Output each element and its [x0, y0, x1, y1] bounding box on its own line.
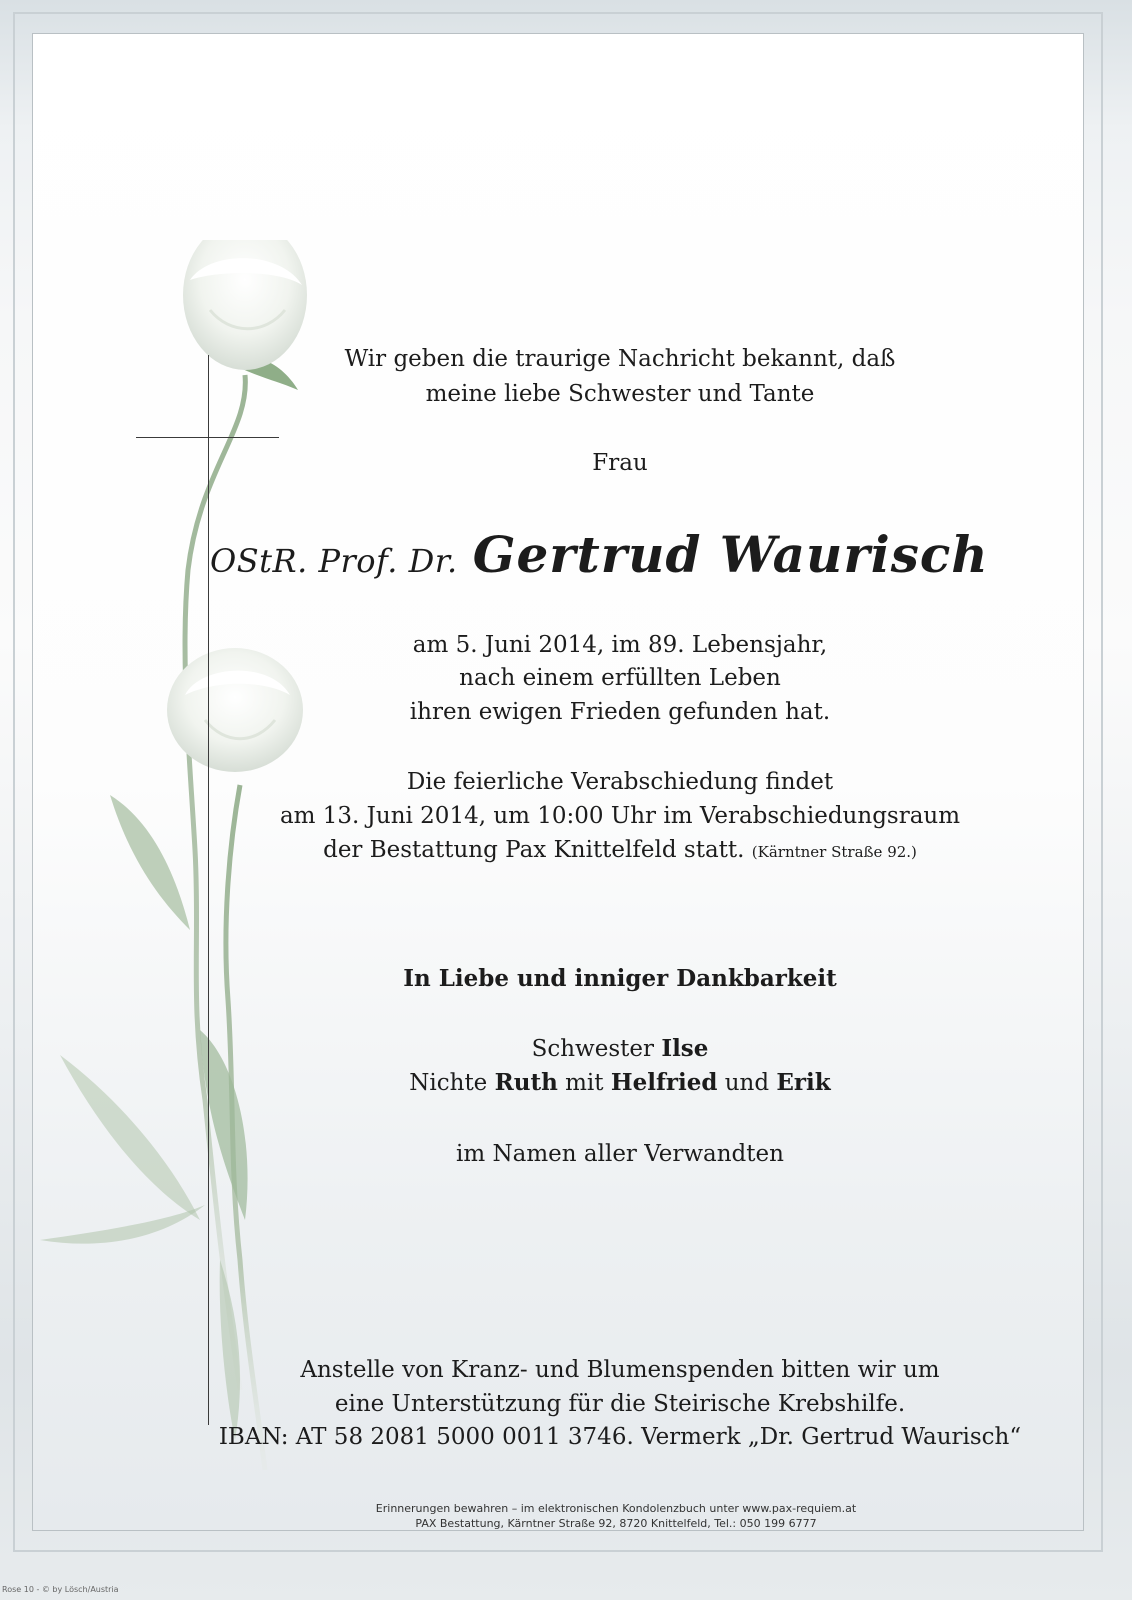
ceremony-line-2: am 13. Juni 2014, um 10:00 Uhr im Verabschiedungsraum [279, 803, 961, 829]
ceremony-line-3-text: der Bestattung Pax Knittelfeld statt. [323, 837, 745, 863]
death-line-2: nach einem erfüllten Leben [459, 665, 781, 691]
image-credit: Rose 10 - © by Lösch/Austria [2, 1585, 119, 1594]
mourner-sister [220, 1032, 1020, 1066]
salutation: Frau [592, 450, 648, 476]
deceased-title: OStR. Prof. Dr. [210, 542, 458, 580]
footer-line-2: PAX Bestattung, Kärntner Straße 92, 8720 Knittelfeld, Tel.: 050 199 6777 [415, 1517, 817, 1530]
donation-line-3: IBAN: AT 58 2081 5000 0011 3746. Vermerk „Dr. Gertrud Waurisch“ [218, 1424, 1022, 1450]
death-line-3: ihren ewigen Frieden gefunden hat. [409, 699, 831, 725]
footer-line-1: Erinnerungen bewahren – im elektronischen Kondolenzbuch unter www.pax-requiem.at [375, 1502, 857, 1515]
niece-prefix: Nichte [409, 1070, 488, 1096]
niece-name: Ruth [494, 1069, 558, 1096]
intro-line-2: meine liebe Schwester und Tante [425, 381, 815, 407]
sister-name: Ilse [661, 1035, 709, 1062]
deceased-name: Gertrud Waurisch [472, 525, 989, 584]
cross-horizontal-line [136, 437, 279, 438]
donation-line-1: Anstelle von Kranz- und Blumenspenden bitten wir um [300, 1357, 940, 1383]
relatives-line: im Namen aller Verwandten [456, 1141, 784, 1167]
death-line-1: am 5. Juni 2014, im 89. Lebensjahr, [412, 632, 828, 658]
cross-vertical-line [208, 355, 209, 1425]
intro-line-1: Wir geben die traurige Nachricht bekannt, daß [344, 346, 896, 372]
deceased-name-line [210, 525, 1070, 584]
connector-und: und [724, 1070, 770, 1096]
connector-mit: mit [565, 1070, 604, 1096]
ceremony-line-1: Die feierliche Verabschiedung findet [406, 769, 834, 795]
donation-line-2: eine Unterstützung für die Steirische Krebshilfe. [334, 1391, 906, 1417]
ceremony-address: (Kärntner Straße 92.) [751, 843, 917, 861]
mourners-heading: In Liebe und inniger Dankbarkeit [403, 965, 837, 992]
mourner-name-3: Erik [776, 1069, 831, 1096]
ceremony-line-3 [220, 833, 1020, 869]
mourner-niece [220, 1066, 1020, 1100]
sister-prefix: Schwester [531, 1036, 654, 1062]
mourner-name-2: Helfried [610, 1069, 718, 1096]
